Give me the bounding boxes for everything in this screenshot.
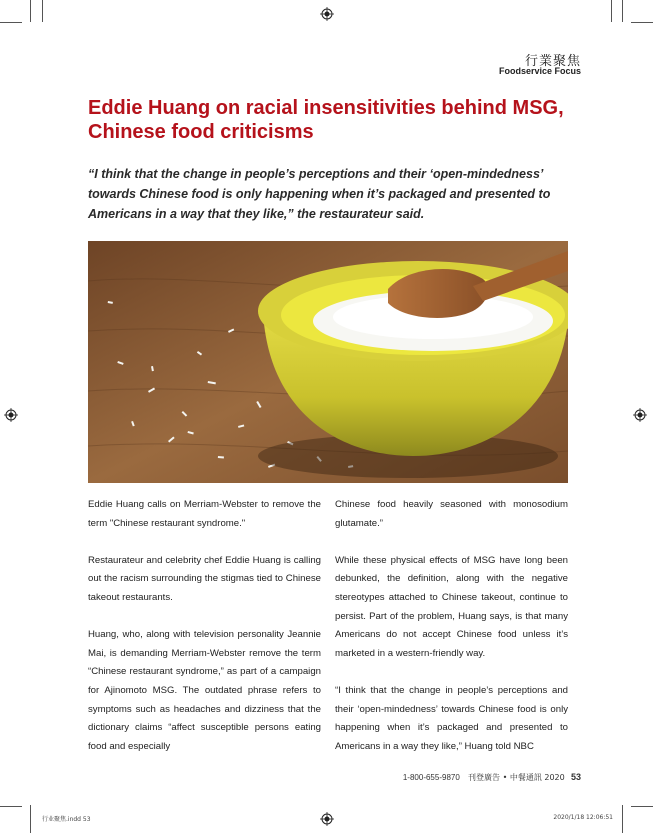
print-slug-right: 2020/1/18 12:06:51: [553, 814, 613, 821]
article-headline: Eddie Huang on racial insensitivities behind MSG, Chinese food criticisms: [88, 97, 564, 143]
crop-mark: [30, 805, 31, 833]
print-slug-left: 行业聚焦.indd 53: [42, 816, 91, 823]
folio-phone: 1-800-655-9870: [402, 773, 460, 782]
section-title-zh: 行業聚焦: [524, 54, 581, 69]
article-paragraph: “I think that the change in people’s perceptions and their ‘open-mindedness’ towards Chinese food is only happening when it’s packaged and presented to Americans in a way they like,” Huang told NBC: [335, 684, 568, 752]
registration-mark-icon: [320, 7, 334, 21]
crop-mark: [42, 0, 43, 22]
crop-mark: [0, 806, 22, 807]
article-paragraph: Eddie Huang calls on Merriam-Webster to remove the term "Chinese restaurant syndrome.": [88, 499, 321, 529]
article-photo: [88, 241, 568, 483]
article-paragraph: Restaurateur and celebrity chef Eddie Huang is calling out the racism surrounding the stigmas tied to Chinese takeout restaurants.: [88, 554, 321, 603]
article-deck: “I think that the change in people’s perceptions and their ‘open-mindedness’ towards Chinese food is only happening when it’s packaged and presented to Americans in a way that they like,” the restaurateur said.: [88, 167, 551, 221]
crop-mark: [622, 805, 623, 833]
crop-mark: [30, 0, 31, 22]
crop-mark: [622, 0, 623, 22]
page-folio: [403, 772, 581, 783]
article-column-right: [335, 496, 568, 775]
crop-mark: [631, 806, 653, 807]
article-paragraph: While these physical effects of MSG have long been debunked, the definition, along with the negative stereotypes attached to Chinese takeout, continue to persist. Part of the problem, Huang says, is that many Americans do not accept Chinese food unless it’s marketed in a western-friendly way.: [335, 554, 568, 659]
registration-mark-icon: [320, 812, 334, 826]
section-title-en: Foodservice Focus: [498, 66, 581, 76]
crop-mark: [631, 22, 653, 23]
article-paragraph: Huang, who, along with television personality Jeannie Mai, is demanding Merriam-Webster remove the term “Chinese restaurant syndrome,” as part of a campaign for Ajinomoto MSG. The outdated phrase refers to symptoms such as headaches and dizziness that the dictionary claims “affect susceptible persons eating food and especially: [88, 629, 321, 752]
crop-mark: [0, 22, 22, 23]
crop-mark: [611, 0, 612, 22]
page-number: 53: [570, 772, 581, 782]
registration-mark-icon: [4, 408, 18, 422]
registration-mark-icon: [633, 408, 647, 422]
article-column-left: [88, 496, 321, 775]
folio-publication: 刊登廣告 • 中餐通訊 2020: [468, 773, 565, 782]
msg-bowl-image: [88, 241, 568, 483]
article-paragraph: Chinese food heavily seasoned with monosodium glutamate.”: [335, 499, 568, 529]
